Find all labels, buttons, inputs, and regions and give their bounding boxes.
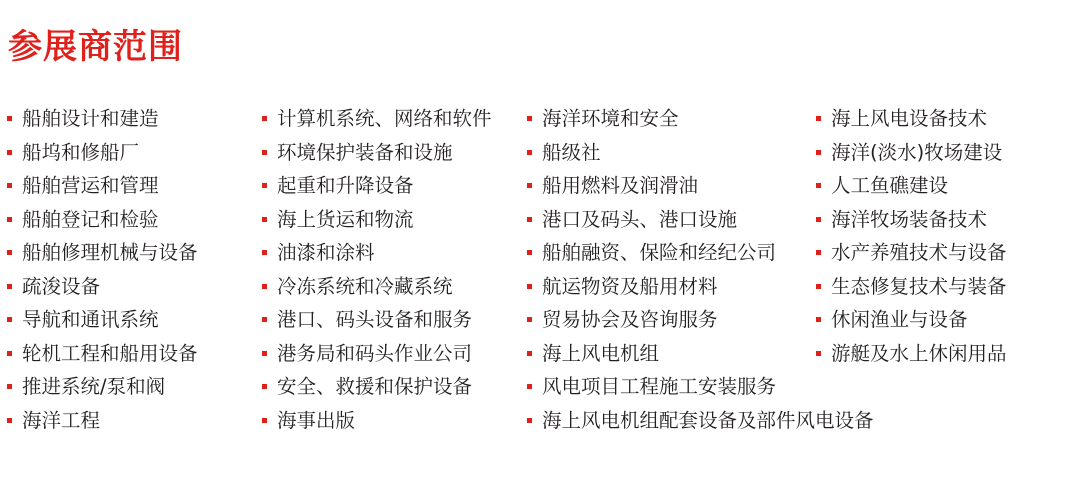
- bullet-icon: [816, 217, 821, 222]
- bullet-icon: [527, 418, 532, 423]
- list-item[interactable]: 水产养殖技术与设备: [815, 242, 1080, 264]
- list-item[interactable]: 海上风电机组: [526, 343, 815, 365]
- bullet-icon: [7, 150, 12, 155]
- bullet-icon: [816, 116, 821, 121]
- list-item[interactable]: 航运物资及船用材料: [526, 276, 815, 298]
- bullet-icon: [527, 150, 532, 155]
- bullet-icon: [262, 317, 267, 322]
- bullet-icon: [527, 284, 532, 289]
- category-column-1: [0, 108, 255, 443]
- category-list-4: [815, 108, 1080, 365]
- list-item[interactable]: 计算机系统、网络和软件: [261, 108, 520, 130]
- bullet-icon: [262, 384, 267, 389]
- list-item[interactable]: 人工鱼礁建设: [815, 175, 1080, 197]
- list-item[interactable]: 推进系统/泵和阀: [6, 376, 255, 398]
- list-item[interactable]: 港口、码头设备和服务: [261, 309, 520, 331]
- bullet-icon: [816, 183, 821, 188]
- category-column-3: [520, 107, 874, 443]
- bullet-icon: [7, 183, 12, 188]
- bullet-icon: [7, 384, 12, 389]
- list-item[interactable]: 风电项目工程施工安装服务: [526, 376, 815, 398]
- bullet-icon: [527, 384, 532, 389]
- bullet-icon: [262, 217, 267, 222]
- page-title: 参展商范围: [8, 27, 183, 67]
- bullet-icon: [527, 217, 532, 222]
- list-item[interactable]: 海洋环境和安全: [526, 108, 815, 130]
- category-list-2: [261, 108, 520, 432]
- bullet-icon: [527, 317, 532, 322]
- list-item[interactable]: 休闲渔业与设备: [815, 309, 1080, 331]
- bullet-icon: [7, 217, 12, 222]
- bullet-icon: [262, 351, 267, 356]
- list-item[interactable]: 轮机工程和船用设备: [6, 343, 255, 365]
- bullet-icon: [527, 250, 532, 255]
- bullet-icon: [7, 284, 12, 289]
- list-item[interactable]: 海洋(淡水)牧场建设: [815, 142, 1080, 164]
- bullet-icon: [7, 116, 12, 121]
- bullet-icon: [816, 351, 821, 356]
- list-item[interactable]: 海上风电设备技术: [815, 108, 1080, 130]
- bullet-icon: [7, 317, 12, 322]
- bullet-icon: [262, 150, 267, 155]
- list-item[interactable]: 船舶设计和建造: [6, 108, 255, 130]
- bullet-icon: [7, 351, 12, 356]
- list-item[interactable]: 船舶融资、保险和经纪公司: [526, 242, 815, 264]
- category-column-2: [255, 108, 520, 443]
- bullet-icon: [262, 183, 267, 188]
- bullet-icon: [527, 116, 532, 121]
- bullet-icon: [816, 150, 821, 155]
- list-item[interactable]: 港口及码头、港口设施: [526, 209, 815, 231]
- bullet-icon: [816, 250, 821, 255]
- bullet-icon: [262, 284, 267, 289]
- category-list-1: [6, 108, 255, 432]
- list-item[interactable]: 海上货运和物流: [261, 209, 520, 231]
- list-item[interactable]: 冷冻系统和冷藏系统: [261, 276, 520, 298]
- bullet-icon: [816, 317, 821, 322]
- list-item[interactable]: 导航和通讯系统: [6, 309, 255, 331]
- bullet-icon: [262, 418, 267, 423]
- list-item[interactable]: 船舶登记和检验: [6, 209, 255, 231]
- list-item[interactable]: 贸易协会及咨询服务: [526, 309, 815, 331]
- list-item[interactable]: 游艇及水上休闲用品: [815, 343, 1080, 365]
- list-item[interactable]: 海事出版: [261, 410, 520, 432]
- list-item[interactable]: 船坞和修船厂: [6, 142, 255, 164]
- category-column-4: [815, 108, 1080, 376]
- list-item[interactable]: 海洋牧场装备技术: [815, 209, 1080, 231]
- bullet-icon: [7, 418, 12, 423]
- bullet-icon: [7, 250, 12, 255]
- bullet-icon: [262, 116, 267, 121]
- list-item[interactable]: 船舶修理机械与设备: [6, 242, 255, 264]
- list-item[interactable]: 船舶营运和管理: [6, 175, 255, 197]
- list-item[interactable]: 船级社: [526, 142, 815, 164]
- bullet-icon: [816, 284, 821, 289]
- list-item[interactable]: 生态修复技术与装备: [815, 276, 1080, 298]
- list-item[interactable]: 海洋工程: [6, 410, 255, 432]
- bullet-icon: [527, 183, 532, 188]
- bullet-icon: [262, 250, 267, 255]
- category-list-3: [526, 107, 874, 432]
- list-item[interactable]: 起重和升降设备: [261, 175, 520, 197]
- list-item[interactable]: 船用燃料及润滑油: [526, 175, 815, 197]
- list-item[interactable]: 疏浚设备: [6, 276, 255, 298]
- list-item[interactable]: 油漆和涂料: [261, 242, 520, 264]
- list-item[interactable]: 环境保护装备和设施: [261, 142, 520, 164]
- list-item[interactable]: 海上风电机组配套设备及部件风电设备: [526, 410, 815, 432]
- bullet-icon: [527, 351, 532, 356]
- list-item[interactable]: 港务局和码头作业公司: [261, 343, 520, 365]
- list-item[interactable]: 安全、救援和保护设备: [261, 376, 520, 398]
- exhibitor-categories: [0, 108, 1080, 443]
